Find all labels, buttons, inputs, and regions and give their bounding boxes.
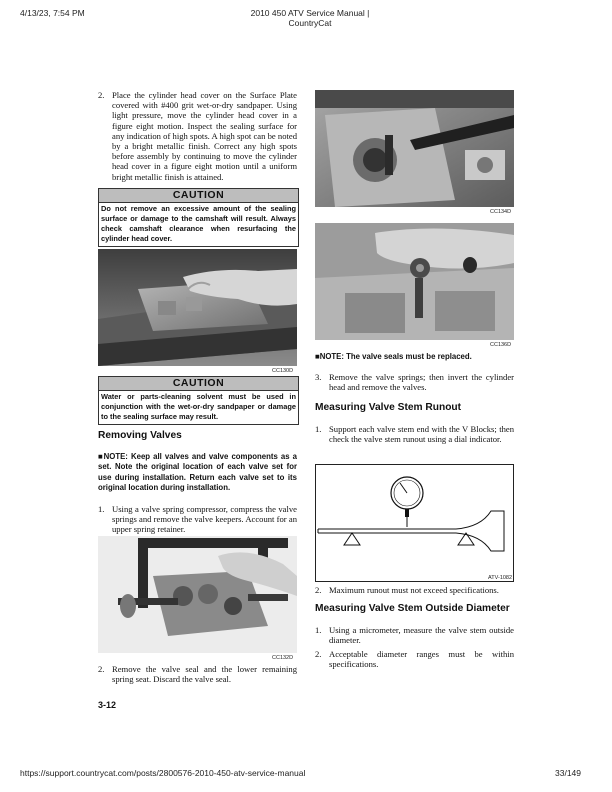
print-datetime: 4/13/23, 7:54 PM (20, 8, 85, 18)
caution-box-camshaft (98, 188, 299, 247)
diagram-code: ATV-1082 (488, 575, 513, 581)
step-2-remove-valve-seal-wrap (98, 664, 297, 684)
runout-step-2 (315, 585, 514, 595)
runout-step-1 (315, 424, 514, 444)
print-url: https://support.countrycat.com/posts/2800576-2010-450-atv-service-manual (20, 768, 306, 778)
step-number: 2. (98, 664, 105, 674)
step-number: 1. (98, 503, 105, 514)
section-removing-valves (98, 430, 297, 534)
photo-code: CC136D (490, 342, 512, 348)
photo-code: CC132D (272, 655, 294, 661)
section-heading-runout: Measuring Valve Stem Runout (315, 402, 462, 413)
step-text: Acceptable diameter ranges must be within specifications. (329, 649, 514, 670)
caution-title: CAUTION (99, 377, 298, 391)
step-2-surface-plate (98, 90, 297, 182)
right-text-block-1 (315, 352, 514, 444)
step-number: 1. (315, 423, 322, 434)
step-1-compress-springs (98, 504, 297, 535)
photo-code: CC130D (272, 368, 294, 374)
photo-valve-seals (315, 223, 514, 340)
step-number: 2. (98, 90, 105, 100)
step-text: Support each valve stem end with the V Blocks; then check the valve stem runout using a dial indicator. (329, 423, 514, 444)
right-text-block-2 (315, 585, 514, 670)
wrench-photo-graphic (315, 90, 514, 207)
section-heading: Removing Valves (98, 430, 182, 441)
compressor-photo-graphic (98, 536, 297, 653)
step-number: 1. (315, 624, 322, 635)
note-valve-sets: ■NOTE: Keep all valves and valve components as a set. Note the original location of each valve set for use during installation. Return each valve set to its original location during installation. (98, 451, 297, 493)
photo-cylinder-head-wrench (315, 90, 514, 207)
manual-page-number: 3-12 (98, 700, 117, 710)
step-number: 2. (315, 649, 322, 660)
step-text: Using a valve spring compressor, compress the valve springs and remove the valve keepers. Account for an upper spring retainer. (112, 503, 297, 535)
valve-seal-photo-graphic (315, 223, 514, 340)
print-doc-title: 2010 450 ATV Service Manual | CountryCat (250, 8, 370, 28)
step-number: 2. (315, 585, 322, 595)
caution-title: CAUTION (99, 189, 298, 203)
caution-text: Water or parts-cleaning solvent must be used in conjunction with the wet-or-dry sandpaper or damage to the sealing surface may result. (101, 392, 296, 421)
step-3-remove-springs (315, 372, 514, 392)
od-step-2 (315, 649, 514, 669)
od-step-1 (315, 625, 514, 645)
step-text: Using a micrometer, measure the valve stem outside diameter. (329, 624, 514, 645)
step-2-remove-valve-seal (98, 664, 297, 684)
left-column (98, 90, 297, 182)
photo-code: CC134D (490, 209, 512, 215)
print-page-counter: 33/149 (555, 768, 581, 778)
diagram-valve-runout (315, 464, 514, 582)
step-text: Remove the valve seal and the lower remaining spring seat. Discard the valve seal. (112, 664, 297, 685)
photo-sanding-head-cover (98, 249, 297, 366)
step-number: 3. (315, 371, 322, 382)
note-valve-seals: ■NOTE: The valve seals must be replaced. (315, 352, 472, 361)
photo-valve-spring-compressor (98, 536, 297, 653)
sanding-photo-graphic (98, 249, 297, 366)
step-text: Remove the valve springs; then invert the cylinder head and remove the valves. (329, 371, 514, 392)
step-text: Place the cylinder head cover on the Surface Plate covered with #400 grit wet-or-dry sandpaper. Using light pressure, move the cylinder head cover in a figure eight motion. Inspect the sealing surface for any indication of high spots. A high spot can be noted by a bright metallic finish. Correct any high spots before assembly by continuing to move the cylinder head cover in a figure eight motion until a uniform bright metallic finish is attained. (112, 90, 297, 182)
caution-text: Do not remove an excessive amount of the sealing surface or damage to the camshaft will result. Always check camshaft clearance when resurfacing the cylinder head cover. (101, 204, 296, 243)
caution-box-solvent (98, 376, 299, 425)
section-heading-outside-diameter: Measuring Valve Stem Outside Diameter (315, 603, 510, 615)
runout-diagram-graphic (316, 465, 513, 581)
step-text: Maximum runout must not exceed specifications. (329, 585, 499, 595)
